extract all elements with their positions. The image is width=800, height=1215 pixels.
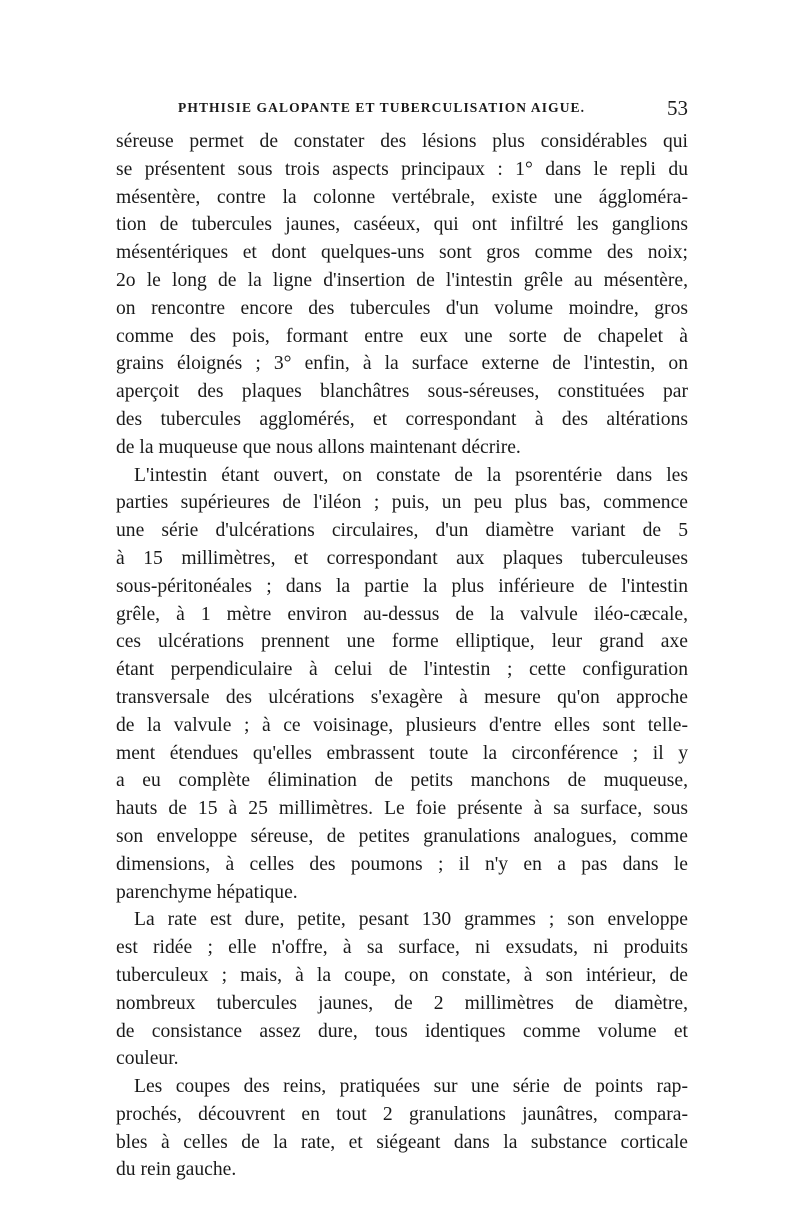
running-title: PHTHISIE GALOPANTE ET TUBERCULISATION AIGUE. [178,100,586,115]
text-line: étant perpendiculaire à celui de l'intestin ; cette configuration [116,659,688,681]
text-line: ment étendues qu'elles embrassent toute la circonférence ; il y [116,742,688,764]
text-line: mésentère, contre la colonne vertébrale, existe une ággloméra- [116,186,688,208]
text-line: du rein gauche. [116,1159,237,1181]
text-line: transversale des ulcérations s'exagère à mesure qu'on approche [116,686,688,708]
text-line: est ridée ; elle n'offre, à sa surface, ni exsudats, ni produits [116,937,688,959]
text-line: tuberculeux ; mais, à la coupe, on constate, à son intérieur, de [116,964,688,986]
text-line: prochés, découvrent en tout 2 granulations jaunâtres, compara- [116,1103,688,1125]
paragraph-intestine [116,462,688,907]
text-line: tion de tubercules jaunes, caséeux, qui ont infiltré les ganglions [116,214,688,236]
text-line: Les coupes des reins, pratiquées sur une série de points rap- [134,1076,688,1098]
text-line: ces ulcérations prennent une forme elliptique, leur grand axe [116,631,688,653]
text-line: de consistance assez dure, tous identiques comme volume et [116,1020,688,1042]
text-line: parenchyme hépatique. [116,881,298,903]
text-line: bles à celles de la rate, et siégeant dans la substance corticale [116,1131,688,1153]
text-line: sous-péritonéales ; dans la partie la plus inférieure de l'intestin [116,575,688,597]
text-line: grêle, à 1 mètre environ au-dessus de la valvule iléo-cæcale, [116,603,688,625]
text-line: à 15 millimètres, et correspondant aux plaques tuberculeuses [116,547,688,569]
text-line: une série d'ulcérations circulaires, d'un diamètre variant de 5 [116,520,688,542]
text-line: grains éloignés ; 3° enfin, à la surface externe de l'intestin, on [116,353,688,375]
text-line: des tubercules agglomérés, et correspondant à des altérations [116,408,688,430]
text-line: mésentériques et dont quelques-uns sont gros comme des noix; [116,242,688,264]
text-line: son enveloppe séreuse, de petites granulations analogues, comme [116,825,688,847]
paragraph-kidneys [116,1073,688,1184]
text-line: La rate est dure, petite, pesant 130 grammes ; son enveloppe [134,909,688,931]
text-line: parties supérieures de l'iléon ; puis, un peu plus bas, commence [116,492,688,514]
paragraph-spleen [116,906,688,1073]
text-line: de la muqueuse que nous allons maintenant décrire. [116,436,521,458]
text-line: aperçoit des plaques blanchâtres sous-séreuses, constituées par [116,381,688,403]
text-line: couleur. [116,1048,179,1070]
body-text [116,128,688,1184]
text-line: 2o le long de la ligne d'insertion de l'intestin grêle au mésentère, [116,269,688,291]
text-line: on rencontre encore des tubercules d'un volume moindre, gros [116,297,688,319]
text-line: L'intestin étant ouvert, on constate de la psorentérie dans les [134,464,688,486]
text-line: dimensions, à celles des poumons ; il n'y en a pas dans le [116,853,688,875]
text-line: hauts de 15 à 25 millimètres. Le foie présente à sa surface, sous [116,798,688,820]
text-line: a eu complète élimination de petits manchons de muqueuse, [116,770,688,792]
paragraph-mesentery [116,128,688,462]
text-line: comme des pois, formant entre eux une sorte de chapelet à [116,325,688,347]
text-line: nombreux tubercules jaunes, de 2 millimètres de diamètre, [116,992,688,1014]
text-line: se présentent sous trois aspects principaux : 1° dans le repli du [116,158,688,180]
text-line: séreuse permet de constater des lésions plus considérables qui [116,131,688,152]
page-number: 53 [667,96,688,120]
text-line: de la valvule ; à ce voisinage, plusieurs d'entre elles sont telle- [116,714,688,736]
running-header [116,96,688,124]
